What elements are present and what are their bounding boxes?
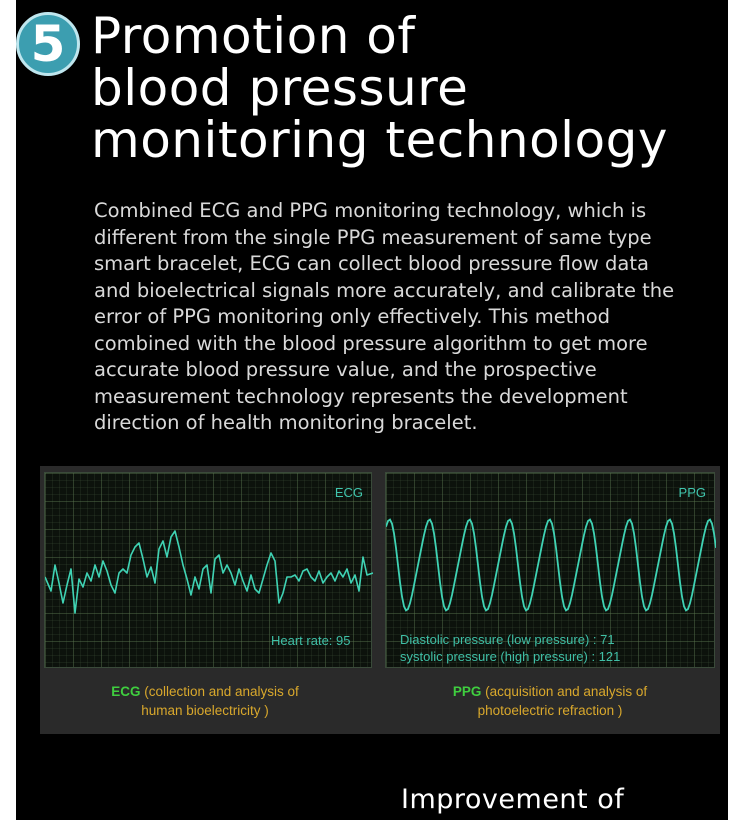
blood-pressure-readout [400,631,620,665]
ppg-caption-label: PPG [452,684,482,699]
description-line: accurate blood pressure value, and the prospective [94,358,597,381]
description-paragraph [94,198,694,437]
description-line: and bioelectrical signals more accurately, and calibrate the [94,278,675,302]
ecg-caption [40,682,370,720]
heart-rate-readout: Heart rate: 95 [271,633,351,648]
description-line: Combined ECG and PPG monitoring technology, which is [94,199,647,222]
ppg-caption [385,682,715,720]
section-panel [16,0,728,820]
title-line-3: monitoring technology [91,111,668,169]
description-line: different from the single PPG measurement of same type [94,225,652,249]
section-title [91,7,711,169]
step-number-badge: 5 [16,12,80,76]
ppg-caption-text-2: photoelectric refraction ) [477,703,623,718]
description-line: combined with the blood pressure algorithm to get more [94,331,648,355]
monitor-comparison [40,466,720,734]
ecg-tag: ECG [334,485,363,500]
next-section-heading: Improvement of [401,784,625,815]
ppg-tag: PPG [678,485,706,500]
ecg-caption-text-2: human bioelectricity ) [141,703,269,718]
diastolic-readout: Diastolic pressure (low pressure) : 71 [400,632,615,647]
ecg-caption-text: (collection and analysis of [140,684,299,699]
description-line: direction of health monitoring bracelet. [94,411,478,434]
title-line-1: Promotion of [91,7,416,65]
ecg-caption-label: ECG [111,684,141,699]
description-line: measurement technology represents the development [94,384,628,408]
description-line: smart bracelet, ECG can collect blood pressure flow data [94,252,649,275]
ecg-monitor-screen [44,472,372,668]
title-line-2: blood pressure [91,59,469,117]
systolic-readout: systolic pressure (high pressure) : 121 [400,649,621,664]
ppg-caption-text: (acquisition and analysis of [481,684,648,699]
ppg-monitor-screen [385,472,715,668]
description-line: error of PPG monitoring only effectively. This method [94,305,610,328]
